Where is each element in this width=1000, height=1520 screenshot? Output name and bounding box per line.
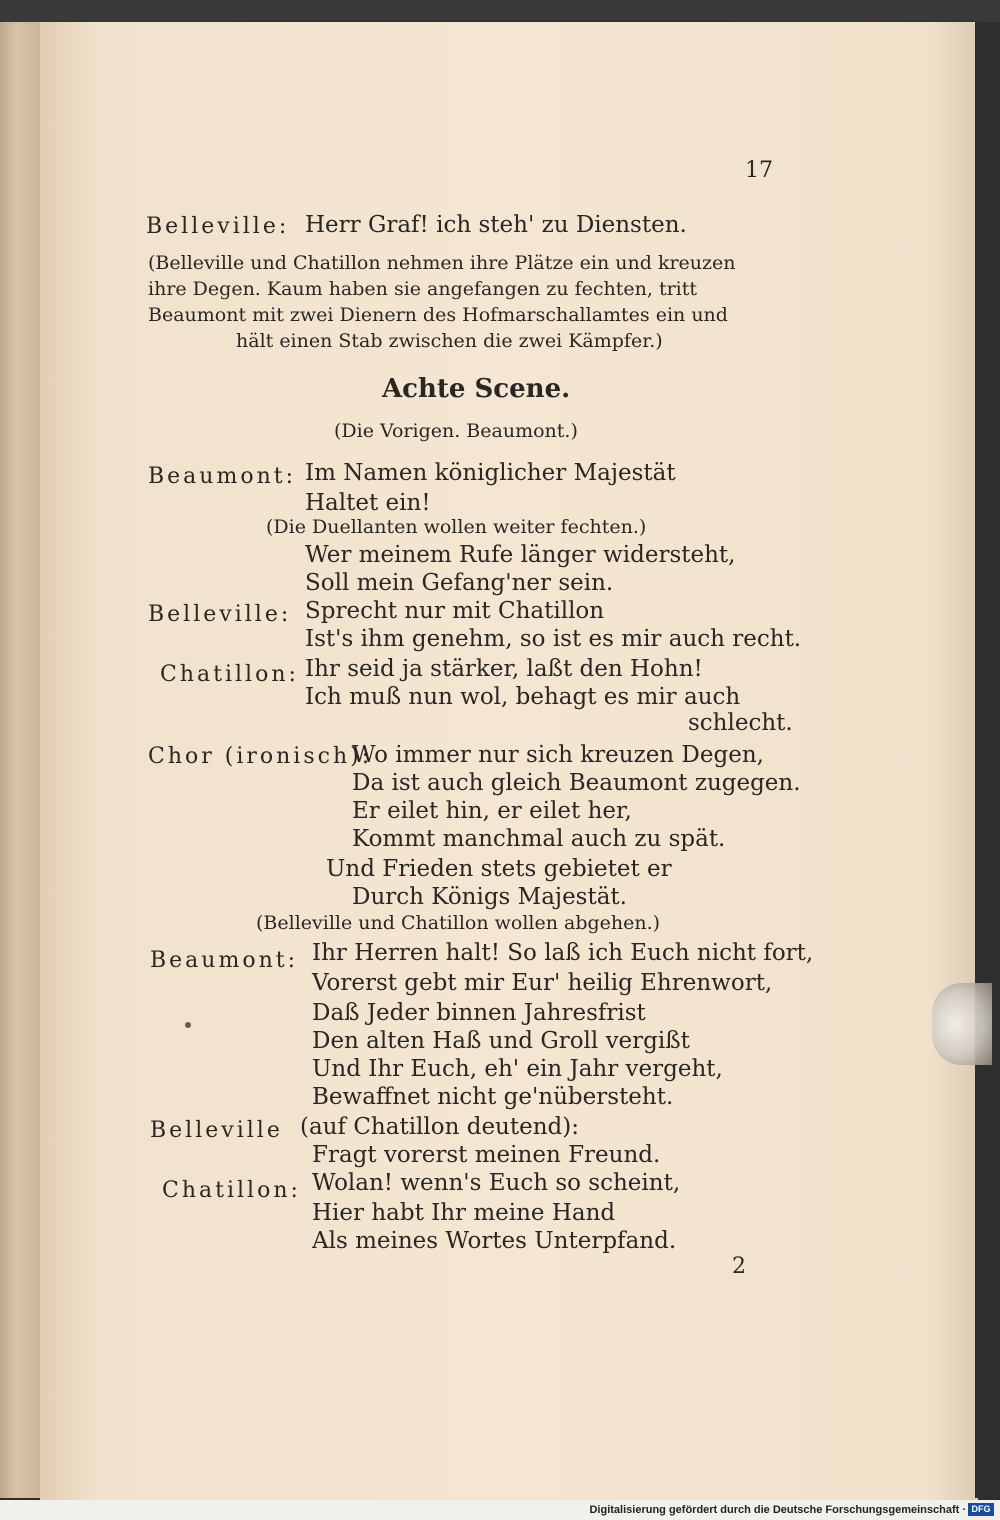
speaker-label: Chatillon: (162, 1178, 301, 1203)
verse-line: Da ist auch gleich Beaumont zugegen. (352, 770, 801, 796)
verse-line: Ich muß nun wol, behagt es mir auch (305, 684, 741, 710)
verse-line: Bewaffnet nicht ge'nübersteht. (312, 1084, 674, 1110)
verse-line: Wer meinem Rufe länger widersteht, (305, 542, 736, 568)
speaker-label: Chatillon: (160, 662, 299, 687)
stage-direction: (Die Duellanten wollen weiter fechten.) (266, 516, 647, 538)
page-blemish (185, 1022, 191, 1028)
verse-line: Soll mein Gefang'ner sein. (305, 570, 614, 596)
scanner-background-top (0, 0, 1000, 22)
speaker-label: Beaumont: (150, 948, 298, 973)
verse-line: Hier habt Ihr meine Hand (312, 1200, 616, 1226)
verse-line: Ihr Herren halt! So laß ich Euch nicht fort, (312, 940, 814, 966)
speaker-label: Chor (ironisch): (148, 744, 373, 769)
verse-line: Er eilet hin, er eilet her, (352, 798, 632, 824)
verse-line: Als meines Wortes Unterpfand. (312, 1228, 677, 1254)
verse-line: Und Frieden stets gebietet er (326, 856, 672, 882)
verse-line: (auf Chatillon deutend): (300, 1114, 579, 1140)
verse-line: Haltet ein! (305, 490, 431, 516)
dfg-logo: DFG (968, 1503, 994, 1516)
verse-line: schlecht. (688, 710, 793, 736)
signature-mark: 2 (732, 1254, 746, 1279)
speaker-label: Belleville: (148, 602, 292, 627)
digitization-credit: Digitalisierung gefördert durch die Deutsche Forschungsgemeinschaft · (589, 1504, 966, 1516)
scene-persons: (Die Vorigen. Beaumont.) (334, 420, 578, 442)
speaker-label: Beaumont: (148, 464, 296, 489)
stage-direction: Beaumont mit zwei Dienern des Hofmarschallamtes ein und (148, 304, 728, 326)
verse-line: Wo immer nur sich kreuzen Degen, (352, 742, 764, 768)
verse-line: Im Namen königlicher Majestät (305, 460, 676, 486)
verse-line: Ist's ihm genehm, so ist es mir auch recht. (305, 626, 802, 652)
stage-direction: (Belleville und Chatillon nehmen ihre Plätze ein und kreuzen (148, 252, 736, 274)
speaker-label: Belleville (150, 1118, 283, 1143)
stage-direction: (Belleville und Chatillon wollen abgehen.) (256, 912, 661, 934)
verse-line: Und Ihr Euch, eh' ein Jahr vergeht, (312, 1056, 723, 1082)
page-number: 17 (745, 158, 773, 183)
speaker-label: Belleville: (146, 214, 290, 239)
right-page-shadow (975, 22, 1000, 1498)
verse-line: Herr Graf! ich steh' zu Diensten. (305, 212, 687, 238)
verse-line: Kommt manchmal auch zu spät. (352, 826, 726, 852)
verse-line: Fragt vorerst meinen Freund. (312, 1142, 661, 1168)
stage-direction: ihre Degen. Kaum haben sie angefangen zu fechten, tritt (148, 278, 698, 300)
verse-line: Den alten Haß und Groll vergißt (312, 1028, 690, 1054)
scene-title: Achte Scene. (382, 374, 571, 404)
verse-line: Durch Königs Majestät. (352, 884, 627, 910)
verse-line: Sprecht nur mit Chatillon (305, 598, 605, 624)
thumb-holder (932, 983, 992, 1065)
left-page-edge (0, 22, 43, 1498)
verse-line: Daß Jeder binnen Jahresfrist (312, 1000, 646, 1026)
verse-line: Wolan! wenn's Euch so scheint, (312, 1170, 681, 1196)
verse-line: Ihr seid ja stärker, laßt den Hohn! (305, 656, 703, 682)
stage-direction: hält einen Stab zwischen die zwei Kämpfer.) (236, 330, 663, 352)
verse-line: Vorerst gebt mir Eur' heilig Ehrenwort, (312, 970, 773, 996)
